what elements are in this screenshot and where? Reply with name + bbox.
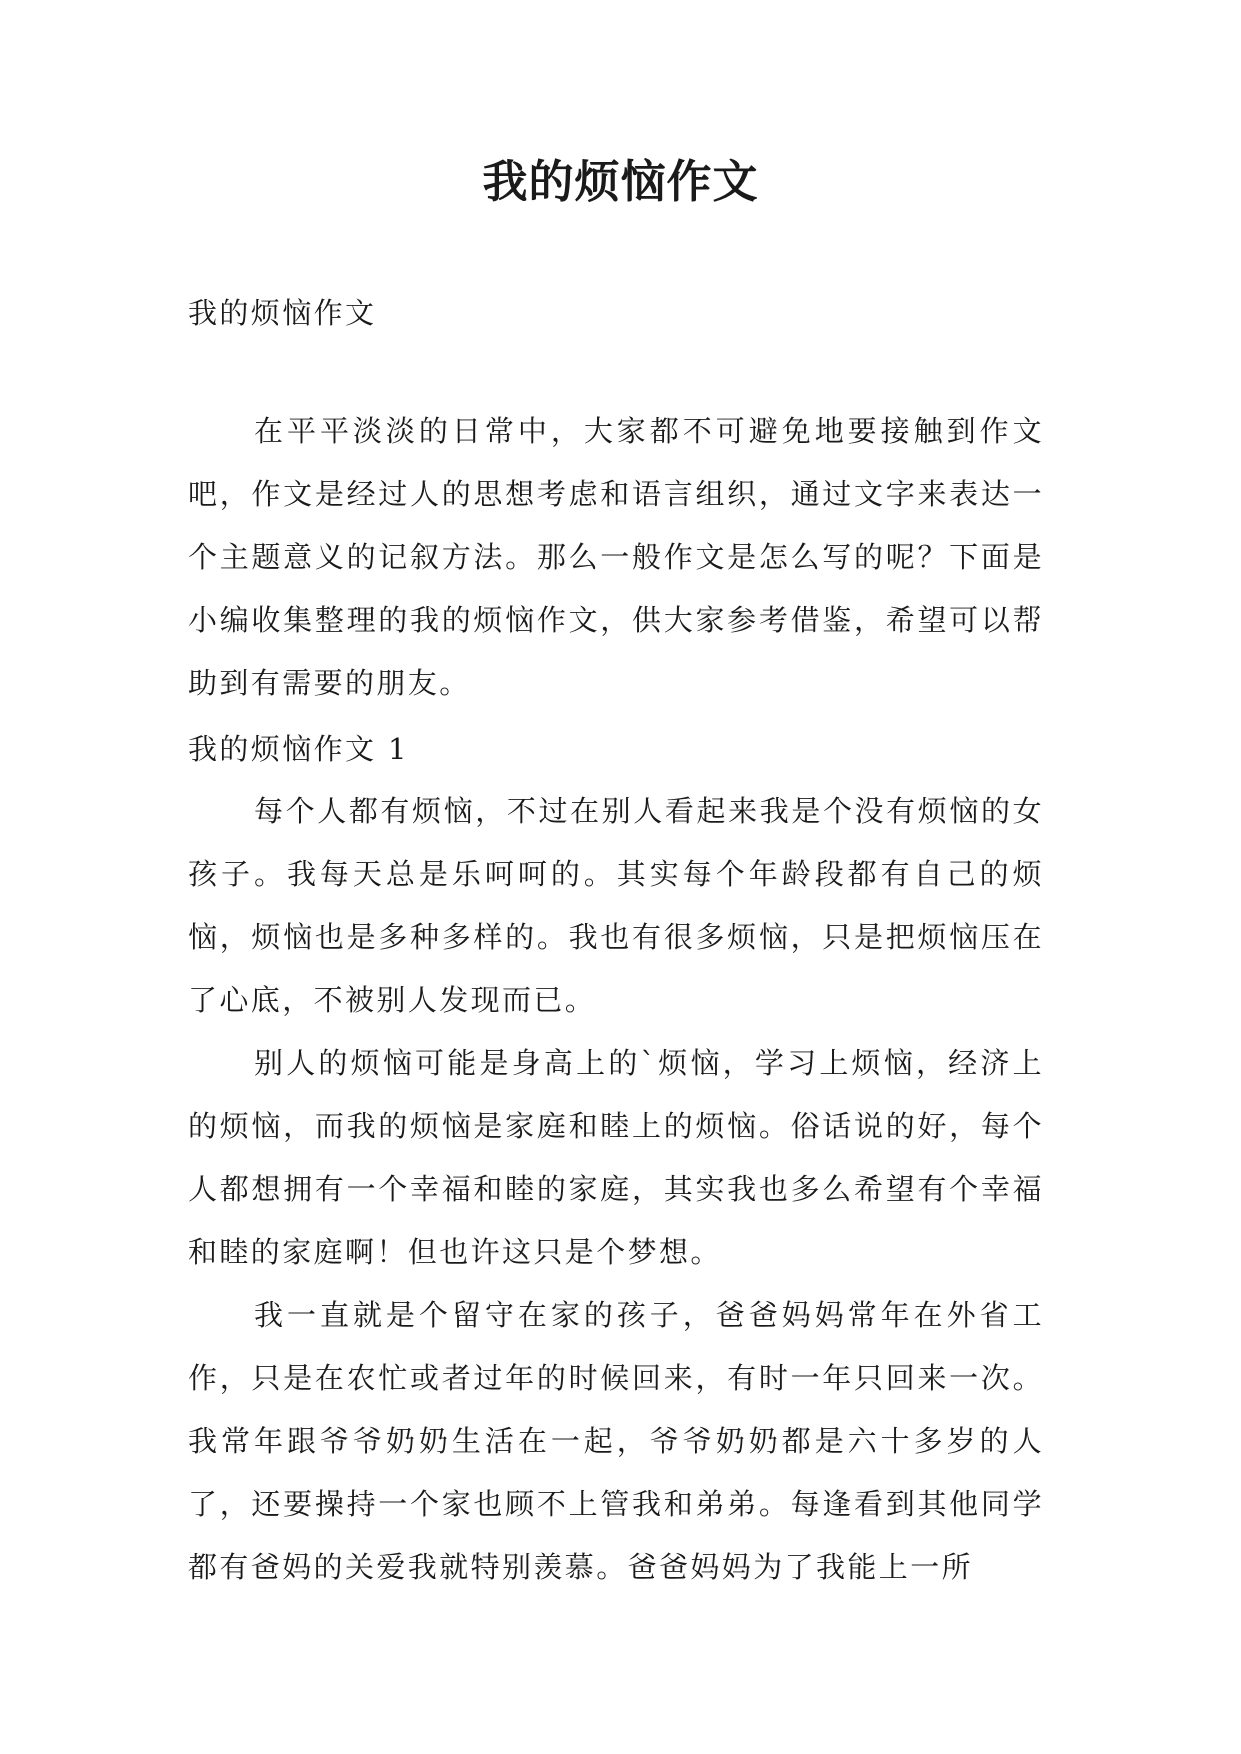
- essay-paragraph: 每个人都有烦恼，不过在别人看起来我是个没有烦恼的女孩子。我每天总是乐呵呵的。其实每个年龄段都有自己的烦恼，烦恼也是多种多样的。我也有很多烦恼，只是把烦恼压在了心底，不被别人发现而已。: [188, 794, 1044, 1017]
- document-title: 我的烦恼作文: [482, 155, 759, 208]
- essay-paragraph: 别人的烦恼可能是身高上的`烦恼，学习上烦恼，经济上的烦恼，而我的烦恼是家庭和睦上的烦恼。俗话说的好，每个人都想拥有一个幸福和睦的家庭，其实我也多么希望有个幸福和睦的家庭啊！但也许这只是个梦想。: [188, 1046, 1044, 1269]
- intro-paragraph: 在平平淡淡的日常中，大家都不可避免地要接触到作文吧，作文是经过人的思想考虑和语言组织，通过文字来表达一个主题意义的记叙方法。那么一般作文是怎么写的呢？下面是小编收集整理的我的烦恼作文，供大家参考借鉴，希望可以帮助到有需要的朋友。: [188, 414, 1044, 700]
- document-subtitle: 我的烦恼作文: [188, 296, 377, 330]
- section-heading: 我的烦恼作文 1: [188, 732, 409, 766]
- essay-body: [188, 780, 1044, 1599]
- essay-paragraph: 我一直就是个留守在家的孩子，爸爸妈妈常年在外省工作，只是在农忙或者过年的时候回来，有时一年只回来一次。我常年跟爷爷奶奶生活在一起，爷爷奶奶都是六十多岁的人了，还要操持一个家也顾不上管我和弟弟。每逢看到其他同学都有爸妈的关爱我就特别羡慕。爸爸妈妈为了我能上一所: [188, 1298, 1044, 1584]
